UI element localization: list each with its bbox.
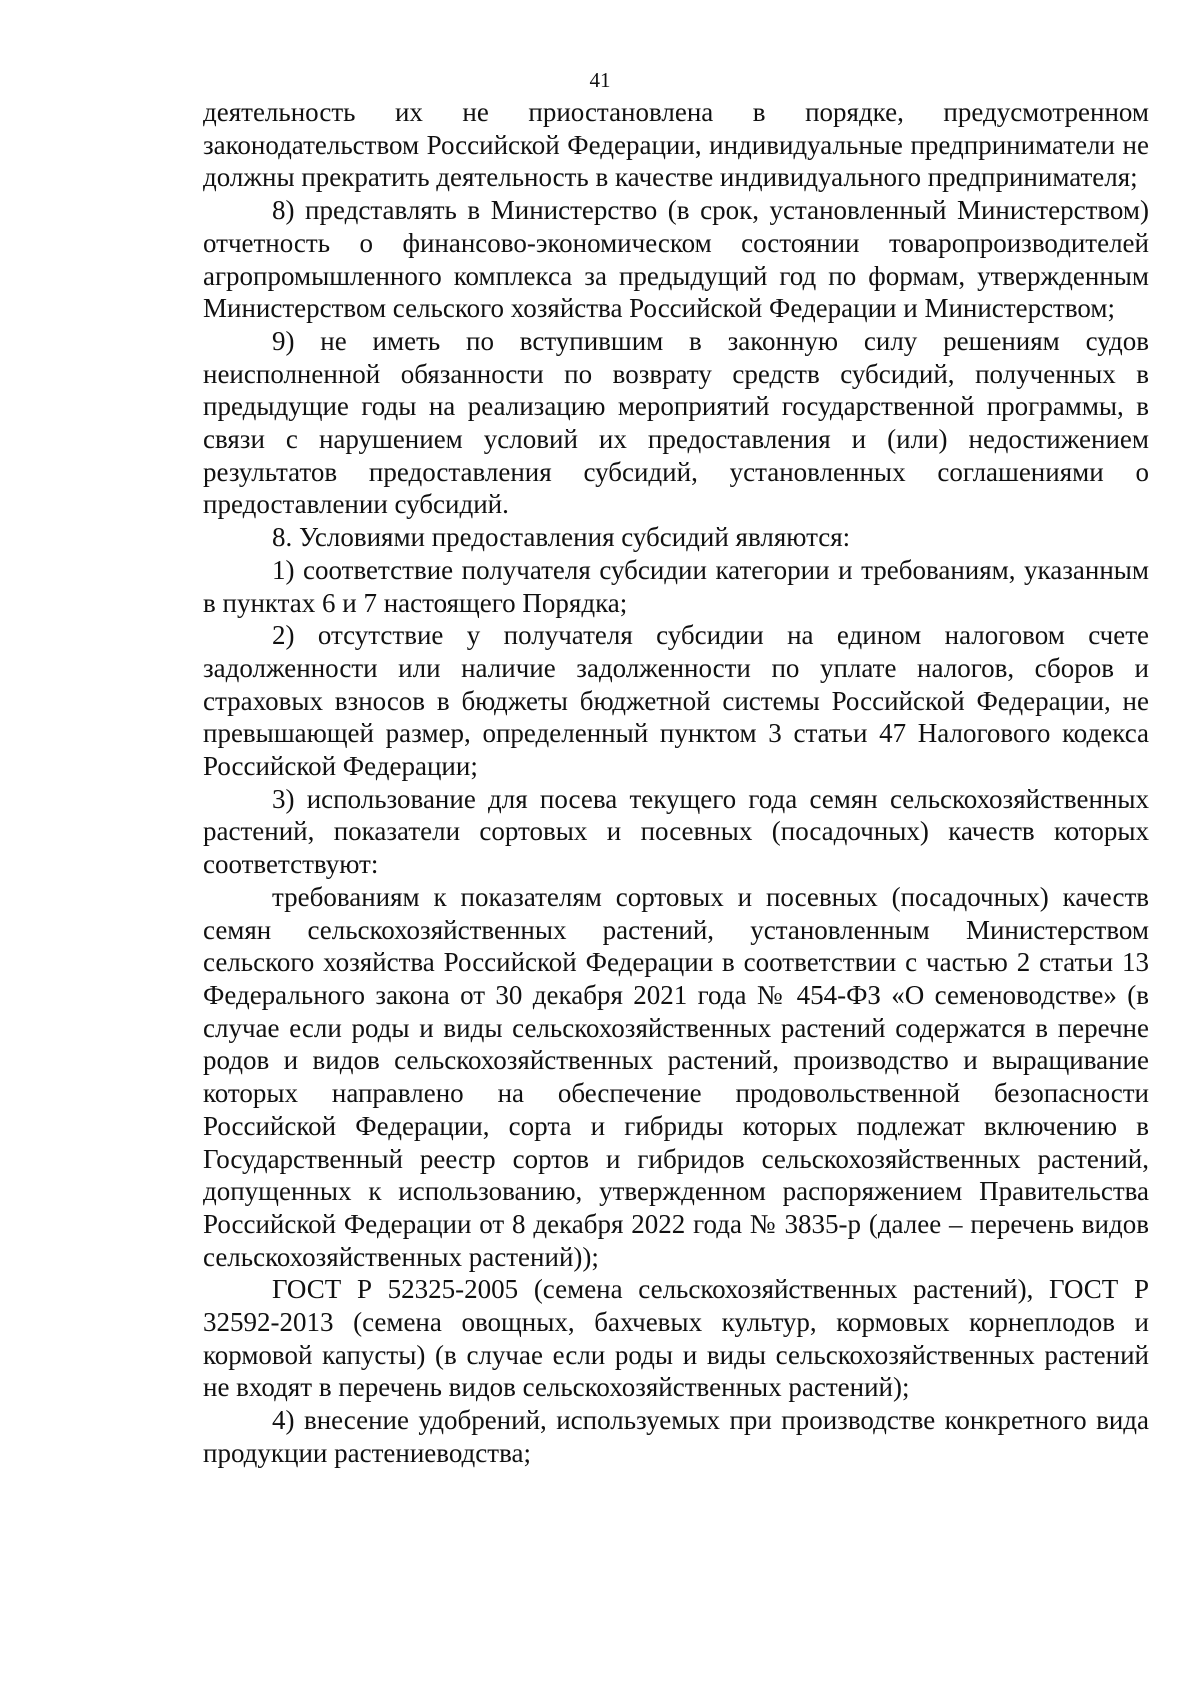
- paragraph-item-8-report: 8) представлять в Министерство (в срок, установленный Министерством) отчетность о финансово-экономическом состоянии товаропроизводителей агропромышленного комплекса за предыдущий год по формам, утвержденным Министерством сельского хозяйства Российской Федерации и Министерством;: [203, 195, 1149, 324]
- paragraph-condition-4: 4) внесение удобрений, используемых при производстве конкретного вида продукции растениеводства;: [203, 1405, 1149, 1468]
- paragraph-condition-1: 1) соответствие получателя субсидии категории и требованиям, указанным в пунктах 6 и 7 настоящего Порядка;: [203, 554, 1149, 618]
- page-number: 41: [589, 68, 611, 92]
- document-body: [203, 96, 1149, 1470]
- paragraph-condition-3: 3) использование для посева текущего года семян сельскохозяйственных растений, показатели сортовых и посевных (посадочных) качеств которых соответствуют:: [203, 783, 1149, 880]
- paragraph-condition-2: 2) отсутствие у получателя субсидии на едином налоговом счете задолженности или наличие задолженности по уплате налогов, сборов и страховых взносов в бюджеты бюджетной системы Российской Федерации, не превышающей размер, определенный пунктом 3 статьи 47 Налогового кодекса Российской Федерации;: [203, 620, 1149, 782]
- paragraph-section-8-heading: 8. Условиями предоставления субсидий являются:: [272, 522, 851, 553]
- paragraph-gost: ГОСТ Р 52325-2005 (семена сельскохозяйственных растений), ГОСТ Р 32592-2013 (семена овощных, бахчевых культур, кормовых корнеплодов и кормовой капусты) (в случае если роды и виды сельскохозяйственных растений не входят в перечень видов сельскохозяйственных растений);: [203, 1274, 1149, 1403]
- paragraph-item-9-obligation: 9) не иметь по вступившим в законную силу решениям судов неисполненной обязанности по возврату средств субсидий, полученных в предыдущие годы на реализацию мероприятий государственной программы, в связи с нарушением условий их предоставления и (или) недостижением результатов предоставления субсидий, установленных соглашениями о предоставлении субсидий.: [203, 325, 1149, 520]
- paragraph-seed-requirements: требованиям к показателям сортовых и посевных (посадочных) качеств семян сельскохозяйственных растений, установленным Министерством сельского хозяйства Российской Федерации в соответствии с частью 2 статьи 13 Федерального закона от 30 декабря 2021 года № 454-ФЗ «О семеноводстве» (в случае если роды и виды сельскохозяйственных растений содержатся в перечне родов и видов сельскохозяйственных растений, производство и выращивание которых направлено на обеспечение продовольственной безопасности Российской Федерации, сорта и гибриды которых подлежат включению в Государственный реестр сортов и гибридов сельскохозяйственных растений, допущенных к использованию, утвержденном распоряжением Правительства Российской Федерации от 8 декабря 2022 года № 3835-р (далее – перечень видов сельскохозяйственных растений));: [203, 881, 1149, 1272]
- paragraph-continuation: деятельность их не приостановлена в порядке, предусмотренном законодательством Российской Федерации, индивидуальные предприниматели не должны прекратить деятельность в качестве индивидуального предпринимателя;: [203, 97, 1149, 193]
